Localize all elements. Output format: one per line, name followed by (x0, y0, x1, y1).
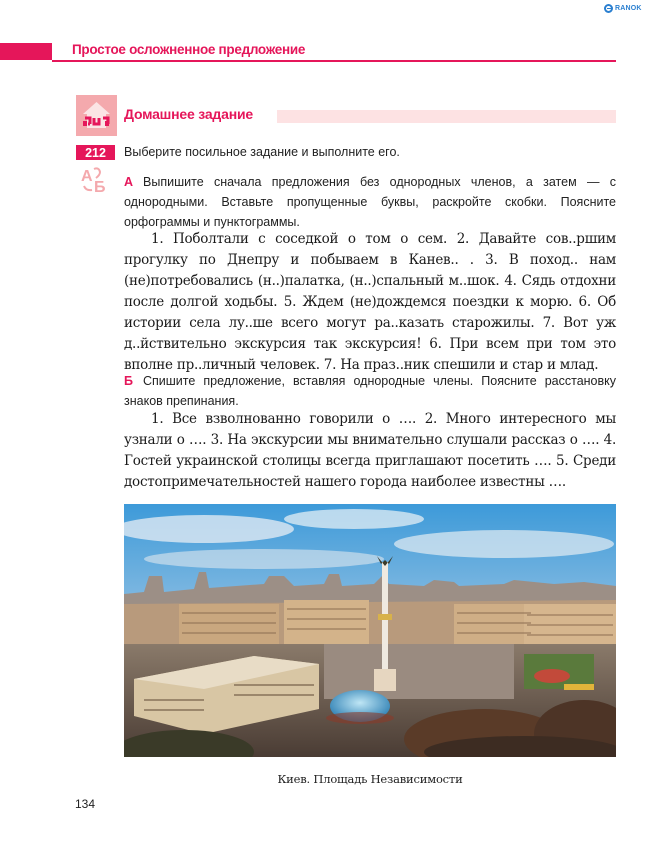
page-number: 134 (75, 797, 96, 811)
publisher-logo-text: RANOK (615, 4, 642, 12)
task-a-instruction-text: Выпишите сначала предложения без однородных членов, а затем — с однородными. Вставьте пропущенные буквы, раскройте скобки. Поясните орфограммы и пунктограммы. (124, 175, 616, 229)
task-a-text: 1. Поболтали с соседкой о том о сем. 2. Давайте сов..ршим прогулку по Днепру и побываем в Канев.. . 3. В поход.. нам (не)потребовались (н..)палатка, (н..)спальный м..шок. 4. Сядь отдохни после долгой ходьбы. 5. Ждем (не)дождемся поездки к морю. 6. Об истории села лу..ше всего могут ра..казать старожилы. 7. Вот уж д..йствительно экскурсия так экскурсия! 6. При всем при том это вполне пр..личный человек. 7. На праз..ник спешили и стар и млад. (124, 231, 616, 373)
kyiv-independence-square-photo (124, 504, 616, 757)
chapter-color-tab (0, 43, 52, 60)
task-b-letter: Б (124, 374, 133, 388)
publisher-logo (604, 2, 658, 14)
publisher-e-icon (604, 4, 613, 13)
task-a-instruction (124, 172, 616, 232)
homework-heading: Домашнее задание (124, 106, 253, 122)
chapter-divider (52, 60, 616, 62)
task-b-text: 1. Все взволнованно говорили о …. 2. Много интересного мы узнали о …. 3. На экскурсии мы внимательно слушали рассказ о …. 4. Гостей украинской столицы всегда приглашают посетить …. 5. Среди достопримечательностей нашего города наиболее известны …. (124, 411, 616, 490)
task-a-letter: А (124, 175, 134, 189)
photo-caption: Киев. Площадь Независимости (277, 772, 463, 786)
chapter-title: Простое осложненное предложение (72, 42, 306, 57)
task-b-instruction (124, 371, 616, 411)
task-b-instruction-text: Спишите предложение, вставляя однородные члены. Поясните расстановку знаков препинания. (124, 374, 616, 408)
svg-text:А: А (81, 168, 93, 185)
spelling-ab-icon (80, 166, 112, 194)
homework-heading-bar (277, 110, 616, 123)
exercise-number: 212 (76, 145, 115, 160)
exercise-instruction: Выберите посильное задание и выполните его. (124, 145, 400, 159)
home-icon (76, 95, 117, 136)
svg-text:Б: Б (94, 179, 106, 194)
